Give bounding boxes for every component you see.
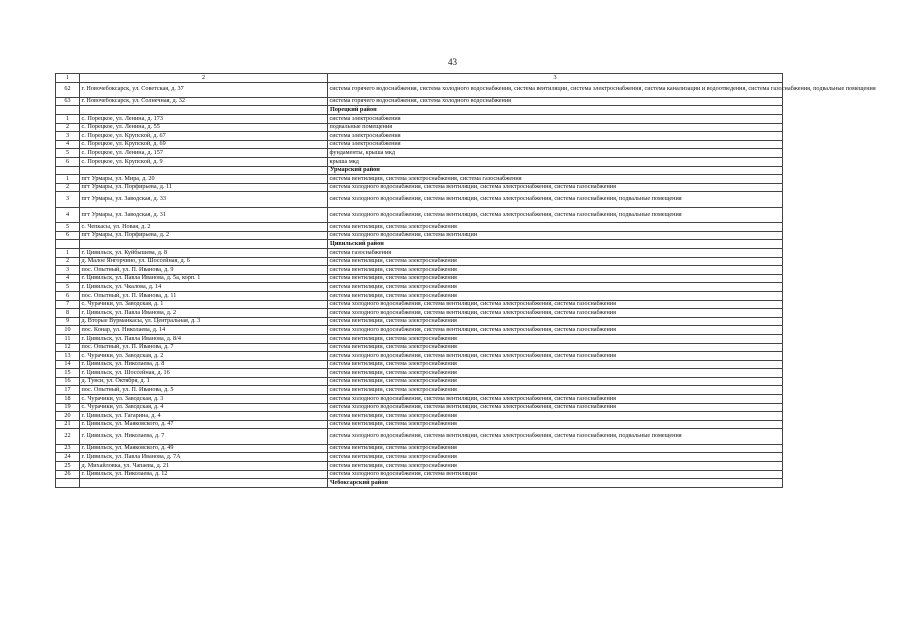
row-works: система вентиляции, система электроснабжения bbox=[328, 223, 783, 232]
row-works: система горячего водоснабжения, система холодного водоснабжения, система вентиляции, система электроснабжения, система канализации и водоотведения, система газоснабжения, подвальные помещения bbox=[328, 82, 783, 97]
table-row bbox=[56, 470, 783, 479]
table-row bbox=[56, 175, 783, 184]
row-address: пгт Урмары, ул. Заводская, д. 33 bbox=[80, 192, 328, 207]
row-address: г. Цивильск, ул. Павла Иванова, д. 8/4 bbox=[80, 334, 328, 343]
table-row bbox=[56, 412, 783, 421]
row-address: д. Тувси, ул. Октября, д. 1 bbox=[80, 377, 328, 386]
row-address: с. Чурачики, ул. Заводская, д. 1 bbox=[80, 300, 328, 309]
table-row bbox=[56, 192, 783, 207]
row-works: система вентиляции, система электроснабжения bbox=[328, 462, 783, 471]
row-address: г. Новочебоксарск, ул. Советская, д. 37 bbox=[80, 82, 328, 97]
row-number: 6 bbox=[56, 231, 80, 240]
row-number: 5 bbox=[56, 149, 80, 158]
row-address: д. Малое Янгорчино, ул. Шоссейная, д. 6 bbox=[80, 257, 328, 266]
row-address: пгт Урмары, ул. Порфирьева, д. 2 bbox=[80, 231, 328, 240]
row-number: 26 bbox=[56, 470, 80, 479]
table-row bbox=[56, 140, 783, 149]
row-number: 2 bbox=[56, 123, 80, 132]
row-address: пос. Опытный, ул. П. Иванова, д. 7 bbox=[80, 343, 328, 352]
row-works: система вентиляции, система электроснабжения bbox=[328, 420, 783, 429]
row-address: пос. Опытный, ул. П. Иванова, д. 11 bbox=[80, 291, 328, 300]
row-number: 6 bbox=[56, 291, 80, 300]
table-row bbox=[56, 395, 783, 404]
header-col-number: 1 bbox=[56, 74, 80, 83]
row-works: система вентиляции, система электроснабжения bbox=[328, 266, 783, 275]
row-address: с. Чурачики, ул. Заводская, д. 3 bbox=[80, 395, 328, 404]
row-number: 24 bbox=[56, 453, 80, 462]
table-row bbox=[56, 283, 783, 292]
row-number: 4 bbox=[56, 274, 80, 283]
row-number: 7 bbox=[56, 300, 80, 309]
row-address: г. Цивильск, ул. Николаева, д. 8 bbox=[80, 360, 328, 369]
row-address: пос. Опытный, ул. П. Иванова, д. 9 bbox=[80, 266, 328, 275]
table-row bbox=[56, 352, 783, 361]
row-address: пос. Опытный, ул. П. Иванова, д. 5 bbox=[80, 386, 328, 395]
table-row bbox=[56, 231, 783, 240]
row-works: система холодного водоснабжения, система вентиляции bbox=[328, 231, 783, 240]
table-row bbox=[56, 343, 783, 352]
row-works: система холодного водоснабжения, система вентиляции, система электроснабжения, система газоснабжения bbox=[328, 352, 783, 361]
district-header-row bbox=[56, 240, 783, 249]
works-table bbox=[55, 73, 876, 488]
header-col-works: 3 bbox=[328, 74, 783, 83]
row-address: г. Цивильск, ул. Павла Иванова, д. 2 bbox=[80, 309, 328, 318]
table-row bbox=[56, 444, 783, 453]
row-address: с. Чепкасы, ул. Новая, д. 2 bbox=[80, 223, 328, 232]
row-works: система вентиляции, система электроснабжения bbox=[328, 291, 783, 300]
row-number: 19 bbox=[56, 403, 80, 412]
row-number: 6 bbox=[56, 158, 80, 167]
district-name: Порецкий район bbox=[328, 106, 783, 115]
table-row bbox=[56, 462, 783, 471]
table-row bbox=[56, 115, 783, 124]
row-address: г. Цивильск, ул. Николаева, д. 12 bbox=[80, 470, 328, 479]
table-row bbox=[56, 97, 783, 106]
row-works: система холодного водоснабжения, система вентиляции, система электроснабжения, система газоснабжения bbox=[328, 326, 783, 335]
table-row bbox=[56, 300, 783, 309]
row-address: г. Цивильск, ул. Павла Иванова, д. 7А bbox=[80, 453, 328, 462]
row-address: пгт Урмары, ул. Мира, д. 20 bbox=[80, 175, 328, 184]
row-number: 13 bbox=[56, 352, 80, 361]
row-address: с. Порецкое, ул. Ленина, д. 157 bbox=[80, 149, 328, 158]
row-number: 23 bbox=[56, 444, 80, 453]
row-works: система вентиляции, система электроснабжения bbox=[328, 412, 783, 421]
row-address: с. Порецкое, ул. Ленина, д. 173 bbox=[80, 115, 328, 124]
table-row bbox=[56, 420, 783, 429]
table-header-row bbox=[56, 74, 783, 83]
row-address: г. Цивильск, ул. Чкалова, д. 14 bbox=[80, 283, 328, 292]
district-empty-cell bbox=[56, 240, 80, 249]
row-number: 16 bbox=[56, 377, 80, 386]
row-works: система вентиляции, система электроснабжения bbox=[328, 274, 783, 283]
row-works: система холодного водоснабжения, система вентиляции, система электроснабжения, система газоснабжения bbox=[328, 183, 783, 192]
row-address: г. Цивильск, ул. Павла Иванова, д. 5а, корп. 1 bbox=[80, 274, 328, 283]
row-number: 17 bbox=[56, 386, 80, 395]
row-works: система холодного водоснабжения, система вентиляции, система электроснабжения, система газоснабжения bbox=[328, 309, 783, 318]
row-number: 2 bbox=[56, 183, 80, 192]
table-row bbox=[56, 377, 783, 386]
table-row bbox=[56, 132, 783, 141]
table-row bbox=[56, 429, 783, 444]
table-row bbox=[56, 183, 783, 192]
table-row bbox=[56, 158, 783, 167]
district-empty-cell bbox=[80, 106, 328, 115]
table-row bbox=[56, 360, 783, 369]
row-works: система вентиляции, система электроснабжения bbox=[328, 317, 783, 326]
row-address: с. Чурачики, ул. Заводская, д. 2 bbox=[80, 352, 328, 361]
row-works: система вентиляции, система электроснабжения bbox=[328, 334, 783, 343]
table-row bbox=[56, 386, 783, 395]
row-address: с. Чурачики, ул. Заводская, д. 4 bbox=[80, 403, 328, 412]
district-empty-cell bbox=[80, 240, 328, 249]
row-works: система холодного водоснабжения, система вентиляции, система электроснабжения, система газоснабжения bbox=[328, 300, 783, 309]
row-number: 9 bbox=[56, 317, 80, 326]
row-address: пгт Урмары, ул. Порфирьева, д. 11 bbox=[80, 183, 328, 192]
district-empty-cell bbox=[56, 479, 80, 488]
row-address: г. Цивильск, ул. Куйбышева, д. 8 bbox=[80, 248, 328, 257]
district-name: Урмарский район bbox=[328, 166, 783, 175]
row-works: система вентиляции, система электроснабжения bbox=[328, 377, 783, 386]
row-works: фундаменты, крыша мкд bbox=[328, 149, 783, 158]
row-works: система вентиляции, система электроснабжения bbox=[328, 360, 783, 369]
row-number: 5 bbox=[56, 283, 80, 292]
row-number: 1 bbox=[56, 175, 80, 184]
row-address: д. Михайловка, ул. Чапаева, д. 21 bbox=[80, 462, 328, 471]
table-row bbox=[56, 223, 783, 232]
row-works: система вентиляции, система электроснабжения bbox=[328, 386, 783, 395]
row-number: 8 bbox=[56, 309, 80, 318]
row-works: система газоснабжения bbox=[328, 248, 783, 257]
row-works: система вентиляции, система электроснабжения bbox=[328, 453, 783, 462]
row-address: с. Порецкое, ул. Крупской, д. 9 bbox=[80, 158, 328, 167]
header-col-address: 2 bbox=[80, 74, 328, 83]
row-number: 15 bbox=[56, 369, 80, 378]
table-row bbox=[56, 82, 783, 97]
row-number: 5 bbox=[56, 223, 80, 232]
table-row bbox=[56, 149, 783, 158]
table-row bbox=[56, 334, 783, 343]
row-works: система вентиляции, система электроснабжения bbox=[328, 257, 783, 266]
row-number: 3 bbox=[56, 192, 80, 207]
table-row bbox=[56, 248, 783, 257]
row-number: 63 bbox=[56, 97, 80, 106]
table-row bbox=[56, 123, 783, 132]
row-address: г. Новочебоксарск, ул. Солнечная, д. 32 bbox=[80, 97, 328, 106]
row-number: 12 bbox=[56, 343, 80, 352]
row-number: 25 bbox=[56, 462, 80, 471]
row-number: 11 bbox=[56, 334, 80, 343]
table-row bbox=[56, 453, 783, 462]
district-empty-cell bbox=[56, 166, 80, 175]
table-row bbox=[56, 266, 783, 275]
row-works: крыша мкд bbox=[328, 158, 783, 167]
row-number: 4 bbox=[56, 140, 80, 149]
table-row bbox=[56, 257, 783, 266]
table-row bbox=[56, 274, 783, 283]
row-address: пос. Конар, ул. Николаева, д. 14 bbox=[80, 326, 328, 335]
table-row bbox=[56, 309, 783, 318]
district-name: Чебоксарский район bbox=[328, 479, 783, 488]
district-name: Цивильский район bbox=[328, 240, 783, 249]
row-number: 3 bbox=[56, 132, 80, 141]
row-address: г. Цивильск, ул. Маяковского, д. 47 bbox=[80, 420, 328, 429]
row-works: система холодного водоснабжения, система вентиляции, система электроснабжения, система газоснабжения, подвальные помещения bbox=[328, 192, 783, 207]
district-empty-cell bbox=[80, 166, 328, 175]
row-works: система электроснабжения bbox=[328, 132, 783, 141]
table-row bbox=[56, 207, 783, 222]
district-header-row bbox=[56, 166, 783, 175]
row-address: г. Цивильск, ул. Гагарина, д. 4 bbox=[80, 412, 328, 421]
table-row bbox=[56, 326, 783, 335]
row-works: система вентиляции, система электроснабжения bbox=[328, 369, 783, 378]
row-address: г. Цивильск, ул. Шоссейная, д. 16 bbox=[80, 369, 328, 378]
row-works: система холодного водоснабжения, система вентиляции, система электроснабжения, система газоснабжения, подвальные помещения bbox=[328, 429, 783, 444]
district-header-row bbox=[56, 106, 783, 115]
table-row bbox=[56, 291, 783, 300]
row-number: 22 bbox=[56, 429, 80, 444]
row-address: с. Порецкое, ул. Крупской, д. 69 bbox=[80, 140, 328, 149]
row-works: подвальные помещения bbox=[328, 123, 783, 132]
row-works: система электроснабжения bbox=[328, 115, 783, 124]
row-number: 3 bbox=[56, 266, 80, 275]
row-number: 1 bbox=[56, 115, 80, 124]
table-row bbox=[56, 403, 783, 412]
row-number: 18 bbox=[56, 395, 80, 404]
row-works: система холодного водоснабжения, система вентиляции bbox=[328, 470, 783, 479]
row-address: д. Вторые Вурманкасы, ул. Центральная, д. 3 bbox=[80, 317, 328, 326]
row-address: г. Цивильск, ул. Маяковского, д. 49 bbox=[80, 444, 328, 453]
row-address: с. Порецкое, ул. Крупской, д. 67 bbox=[80, 132, 328, 141]
row-works: система горячего водоснабжения, система холодного водоснабжения bbox=[328, 97, 783, 106]
row-works: система холодного водоснабжения, система вентиляции, система электроснабжения, система газоснабжения bbox=[328, 403, 783, 412]
row-works: система вентиляции, система электроснабжения bbox=[328, 444, 783, 453]
row-works: система вентиляции, система электроснабжения bbox=[328, 343, 783, 352]
row-number: 1 bbox=[56, 248, 80, 257]
row-number: 10 bbox=[56, 326, 80, 335]
row-address: пгт Урмары, ул. Заводская, д. 31 bbox=[80, 207, 328, 222]
row-number: 4 bbox=[56, 207, 80, 222]
row-works: система вентиляции, система электроснабжения bbox=[328, 283, 783, 292]
district-header-row bbox=[56, 479, 783, 488]
row-works: система холодного водоснабжения, система вентиляции, система электроснабжения, система газоснабжения bbox=[328, 395, 783, 404]
table-body bbox=[56, 73, 876, 488]
page-number: 43 bbox=[448, 57, 457, 67]
row-works: система электроснабжения bbox=[328, 140, 783, 149]
row-number: 2 bbox=[56, 257, 80, 266]
row-number: 62 bbox=[56, 82, 80, 97]
row-number: 14 bbox=[56, 360, 80, 369]
row-number: 21 bbox=[56, 420, 80, 429]
row-works: система вентиляции, система электроснабжения, система газоснабжения bbox=[328, 175, 783, 184]
district-empty-cell bbox=[56, 106, 80, 115]
row-address: с. Порецкое, ул. Ленина, д. 55 bbox=[80, 123, 328, 132]
row-number: 20 bbox=[56, 412, 80, 421]
row-works: система холодного водоснабжения, система вентиляции, система электроснабжения, система газоснабжения, подвальные помещения bbox=[328, 207, 783, 222]
table-row bbox=[56, 317, 783, 326]
table-row bbox=[56, 369, 783, 378]
row-address: г. Цивильск, ул. Николаева, д. 7 bbox=[80, 429, 328, 444]
district-empty-cell bbox=[80, 479, 328, 488]
